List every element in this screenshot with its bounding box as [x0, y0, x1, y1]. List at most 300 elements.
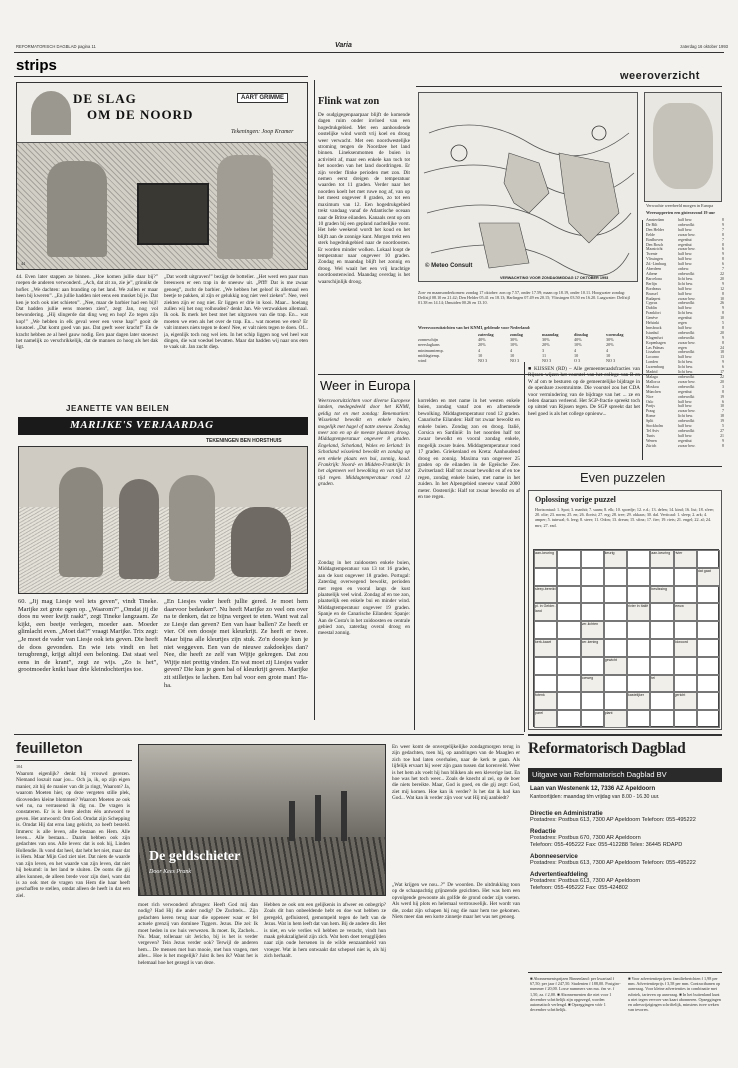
city-name: Athene — [646, 271, 658, 276]
geldschieter-author: Door Kees Prank — [149, 869, 191, 875]
puzzle-cell[interactable] — [581, 568, 604, 586]
page-header-date: zaterdag 16 oktober 1993 — [680, 44, 728, 49]
city-name: Praag — [646, 409, 655, 414]
puzzle-cell[interactable] — [557, 621, 580, 639]
puzzle-cell[interactable] — [627, 657, 650, 675]
puzzle-cell[interactable] — [534, 675, 557, 693]
city-temp: 6 — [722, 247, 724, 252]
city-temp: 7 — [722, 237, 724, 242]
slag-figure-sketch — [31, 91, 71, 135]
outlook-cell: 40% — [478, 337, 486, 343]
outlook-cell: 30% — [510, 337, 518, 343]
rd-section-line: Telefoon: 055-495222 Fax: 055-412288 Telex: 36445 RDAPD — [530, 842, 683, 848]
puzzle-cell[interactable] — [534, 621, 557, 639]
city-name: Tunis — [646, 433, 655, 438]
outlook-cell: NO 3 — [542, 358, 552, 364]
rd-section-line: Postadres: Postbus 613, 7300 AP Apeldoorn Telefoon: 055-495222 — [530, 817, 696, 823]
city-sky: regen — [678, 321, 687, 326]
city-name: Zürich — [646, 443, 657, 448]
city-name: Tel Aviv — [646, 428, 660, 433]
geldschieter-field — [139, 837, 386, 896]
weather-map-caption: VERWACHTING VOOR ZONDAGMIDDAG 17 OKTOBER 1993 — [500, 276, 609, 280]
rd-address: Laan van Westenenk 12, 7336 AZ Apeldoorn — [530, 786, 656, 792]
city-sky: licht bew. — [678, 276, 694, 281]
outlook-cell: 11 — [542, 352, 547, 358]
puzzle-clue: gewicht — [605, 658, 626, 674]
city-name: Lissabon — [646, 350, 661, 355]
feuilleton-rule — [14, 734, 524, 735]
outlook-cell: 10 — [574, 352, 579, 358]
puzzle-cell[interactable] — [534, 568, 557, 586]
weather-map — [418, 92, 638, 282]
city-name: Brussel — [646, 291, 658, 296]
city-sky: onbewolkt — [678, 301, 695, 306]
puzzle-cell[interactable] — [604, 603, 627, 621]
city-sky: regenbui — [678, 316, 692, 321]
puzzle-cell[interactable] — [627, 568, 650, 586]
city-sky: onbewolkt — [678, 384, 695, 389]
slag-text-col2: „Dat wordt uitgraven!” bezijgt de bottelier. „Het werd een paar man breeuwen er een trap in de sneeuw uit. „Pfff! Dat is me zwaar genoeg”, zucht de barbier. „We hebben het geloof ik allemaal een beetje te pakken, al zijn er gelukkig nog niet veel zieken”. Nee, veel ziekten zijn er nog niet. Er liggen er drie in kooi. Maar... hoelang zullen wij het nog volhouden? denkt Jan. We verzwakken allemaal. Ik ook. Ik merk het best met het uitgraven van die trap. En... wat moeten we eten als het over de trap. En... wat moeten we eten? Er valt immers niets tegen te doen! Nee, er valt niets tegen te doen. Of... ja, eigenlijk toch nog wel iets. In het schip liggen nog wel heel wat dingen, die wat voedsel bevatten. Maar dat hadden wij naar ons eten te vaak uit. Jan zucht diep. — [164, 274, 308, 351]
page-header-section: Varia — [335, 42, 352, 49]
solution-title: Oplossing vorige puzzel — [535, 495, 616, 504]
city-temp: 10 — [720, 296, 724, 301]
city-sky: onbewolkt — [678, 375, 695, 379]
city-sky: half bew. — [678, 227, 693, 232]
city-name: Eindhoven — [646, 237, 663, 242]
city-temp: 9 — [722, 252, 724, 257]
puzzle-cell[interactable] — [697, 621, 720, 639]
puzzle-clue: lidwoord — [675, 640, 696, 656]
puzzle-cell[interactable] — [557, 550, 580, 568]
city-name: Londen — [646, 360, 658, 365]
puzzle-clue: rivier — [675, 551, 696, 567]
city-sky: onbewolkt — [678, 419, 695, 424]
city-temperature-table — [646, 218, 726, 458]
strips-section-title: strips — [16, 57, 57, 74]
puzzle-cell[interactable] — [674, 710, 697, 728]
outlook-row-label: middagtemp. — [418, 352, 440, 358]
outlook-row — [418, 358, 638, 363]
city-temp: 10 — [720, 404, 724, 409]
city-temp: 7 — [722, 267, 724, 272]
puzzle-cell[interactable] — [650, 710, 673, 728]
weeroverzicht-title: weeroverzicht — [620, 70, 700, 82]
marijke-cat — [231, 507, 291, 577]
city-temp: 9 — [722, 438, 724, 443]
city-temp: 6 — [722, 399, 724, 404]
city-name: Zd.-Limburg — [646, 262, 667, 267]
city-temp: 3 — [722, 384, 724, 389]
city-name: Vlissingen — [646, 257, 663, 262]
rd-section-title: Advertentieafdeling — [530, 871, 588, 878]
marijke-girl-left — [59, 467, 103, 577]
outlook-cell: 20% — [478, 342, 486, 348]
slag-title-line2: OM DE NOORD — [87, 107, 194, 122]
city-name: Istanbul — [646, 330, 659, 335]
puzzle-cell[interactable] — [697, 710, 720, 728]
puzzle-clue: ker-kening — [582, 640, 603, 656]
puzzle-cell[interactable] — [627, 550, 650, 568]
city-name: Kopenhagen — [646, 340, 666, 345]
outlook-cell: 3 — [542, 347, 545, 353]
puzzle-cell[interactable] — [697, 550, 720, 568]
city-sky: licht bew. — [678, 311, 694, 316]
city-temp: 8 — [722, 242, 724, 247]
slag-panel-number: 44 — [21, 261, 25, 266]
geldschieter-tree — [315, 795, 321, 841]
city-temp: 6 — [722, 262, 724, 267]
puzzle-cell[interactable] — [581, 586, 604, 604]
rd-subtitle: Uitgave van Reformatorisch Dagblad BV — [528, 768, 722, 782]
colofon-fine-rule — [528, 972, 722, 973]
jeanette-title-bar — [18, 417, 308, 435]
puzzle-cell[interactable] — [650, 568, 673, 586]
city-temp: 8 — [722, 325, 724, 330]
outlook-cell: 30% — [542, 337, 550, 343]
city-temp: 19 — [720, 394, 724, 399]
city-name: Klagenfurt — [646, 335, 663, 340]
city-temp: 24 — [720, 345, 724, 350]
city-sky: zwaar bew. — [678, 247, 696, 252]
outlook-row-label: neerslagkans — [418, 342, 440, 348]
city-sky: half bew. — [678, 291, 693, 296]
puzzle-cell[interactable] — [604, 639, 627, 657]
outlook-cell: O 3 — [574, 358, 581, 364]
puzzle-clue: kerk-kaart — [535, 640, 556, 656]
feuilleton-col2: moet rich verwonderd afvragen: Heeft God mij dan nodig? Had Hij die ander nodig? De Zuchtels... Zijn gedachten keren terug naar die oppeneer waar er fel actuele grenzij van dominee Tiggers. Jezus. Die zei: Ik moet heden in uw huis verwezen. Ik moet. Ik, Zachels... Nu. Maar, tollenaar uit Jericho, bij is het is verder vergeven? Tein Jezus verder ook? Terwijl de anderen hem... De mensen met hun mooie, met hun vragen, met alles... Hoe is het mogelijk? Juist ik ben ik? Want het is helemaal hoe het gezegd is van deze. — [138, 902, 258, 966]
city-sky: zwaar bew. — [678, 443, 696, 448]
geldschieter-title: De geldschieter — [149, 849, 241, 864]
city-name: Eelde — [646, 232, 655, 237]
jeanette-text-col1: 60. „Jij mag Liesje wel iets geven”, vindt Tineke. Marijke zet grote ogen op. „Waarom?” „Omdat jij die doos nu weer kwijt raakt”, zegt Tineke langzaam. Ze kijkt, een beetje verlegen, moeder aan. Moeder glimlacht even. „Moet dat?” vraagt Marijke. Trix zegt: „Je moet de vader van Liesje ook iets geven. Die heeft de doos gevonden. En wie iets vindt en het terugbrengt, krijgt altijd een beloning. Dat staat wel eens in de krant”, zegt ze wijs. „Zo is het”, grootmoeder knikt haar drie kleindochtertjes toe. — [18, 598, 158, 674]
puzzle-cell[interactable] — [674, 657, 697, 675]
europe-landmass — [653, 103, 713, 189]
rd-fineprint-right: ■ Voor advertentieprijzen: familieberichten f 1,98 per mm. Advertentieprijs f 3,58 per mm. Contractbanen op aanvraag. Voor kleine advertenties in combinatie met rubriek, tarieven op aanvraag. ■ In het buitenland kunt u niet tegen vervoer van kaart abonneren. Opzeggingen en adreswijzigingen schriftelijk, minstens twee weken van tevoren. — [628, 976, 721, 1013]
puzzle-cell[interactable] — [581, 692, 604, 710]
page-header-left: REFORMATORISCH DAGBLAD pagina 11 — [16, 44, 96, 49]
outlook-cell: NO 3 — [606, 358, 616, 364]
rd-section-line: Postadres: Postbus 613, 7300 AP Apeldoorn — [530, 878, 641, 884]
puzzle-cell[interactable] — [604, 586, 627, 604]
city-name: Den Helder — [646, 227, 665, 232]
marijke-girl-middle — [119, 479, 159, 579]
city-temp: 8 — [722, 218, 724, 222]
outlook-cell: 20% — [606, 342, 614, 348]
outlook-day: zaterdag — [478, 332, 494, 337]
city-sky: licht bew. — [678, 370, 694, 375]
city-name: Cyprus — [646, 301, 658, 306]
puzzle-clue: parel — [535, 711, 556, 727]
city-sky: onbewolkt — [678, 394, 695, 399]
city-name: Split — [646, 419, 654, 424]
city-name: Barcelona — [646, 276, 662, 281]
flink-body: De oudgigegenpaarpaar blijft de komende dagen ruim onder invloed van een hogedrukgebied. Met een aanhoudende oostelijke wind wordt vrij koel en droog weer verwacht. Met een noordwestelijke stroming tengen de Noordzee het land binnen. Lineksenmomen de buien in activiteit af, maar een enkele kan toch tot het noorden van het land doordringen. Er zijn verder flinke perioden met zon. Dit nemen eerst dreigen de temperatuur waarden tot 11 graden. Verder naar het noorden koelt het met ruwe nog af, van op het meest ongeveer 8 graden, zo tot een maximum van 12. Een hogedrukgebied trekt vandaag vanaf de Atlantische oceaan naar de Britse eilanden. Kanaals cent op om 10 graden bij een gepland nachtelijke vorst. Het hele weekend wordt het koud en het blijft aan de zonnige kant. Morgen trekt een sterk hogedrukgebied naar de noordoosten. Er worden minder wolken. Lokaal loopt de temperatuur naar ongeveer 10 graden. Zondag en maandag blijft het zonnig en droog. Wel waait het een vrij krachtige noordoostenwind. Maandag overdag is het waarschijnlijk droog. — [318, 112, 410, 285]
city-name: Luxemburg — [646, 365, 665, 370]
puzzle-cell[interactable] — [650, 603, 673, 621]
temperature-table-caption: Weersopperten een gisteravond 19 uur — [646, 210, 716, 215]
city-temp: 9 — [722, 281, 724, 286]
city-sky: onbewolkt — [678, 222, 695, 227]
city-sky: onbewolkt — [678, 330, 695, 335]
city-temp: 9 — [722, 222, 724, 227]
rd-section-title: Directie en Administratie — [530, 810, 603, 817]
puzzle-cell[interactable] — [581, 550, 604, 568]
outlook-cell: 30% — [606, 337, 614, 343]
puzzle-clue: beslissing — [651, 587, 672, 603]
puzzle-clue: rivier in Italië — [628, 604, 649, 620]
puzzle-cell[interactable] — [697, 675, 720, 693]
city-sky: onbewolkt — [678, 428, 695, 433]
city-sky: half bew. — [678, 399, 693, 404]
city-name: Genève — [646, 316, 658, 321]
feuilleton-under-rule — [14, 760, 132, 761]
city-temp: 9 — [722, 306, 724, 311]
puzzle-cell[interactable] — [674, 621, 697, 639]
puzzle-clue: kastelijker — [628, 693, 649, 709]
puzzle-cell[interactable] — [557, 657, 580, 675]
flink-title: Flink wat zon — [318, 96, 380, 107]
jeanette-title: MARIJKE'S VERJAARDAG — [70, 419, 214, 431]
city-sky: half bew. — [678, 218, 693, 222]
outlook-rows — [418, 337, 638, 363]
city-name: Moskou — [646, 384, 659, 389]
city-sky: regenbui — [678, 438, 692, 443]
city-sky: zwaar bew. — [678, 340, 696, 345]
city-temp: 8 — [722, 389, 724, 394]
europe-forecast-caption: Verwachte weerbeeld morgen in Europa — [646, 203, 714, 208]
marijke-illustration — [18, 446, 308, 594]
city-sky: licht bew. — [678, 360, 694, 365]
outlook-cell: 4 — [606, 347, 609, 353]
puzzle-cell[interactable] — [604, 675, 627, 693]
puzzle-grid[interactable] — [533, 549, 719, 727]
europa-divider — [414, 380, 415, 730]
city-temp: 7 — [722, 227, 724, 232]
geldschieter-tree — [289, 801, 295, 841]
jeanette-credit: TEKENINGEN BEN HORSTHUIS — [206, 438, 282, 444]
puzzle-clue: ver-lichten — [582, 622, 603, 638]
puzzle-cell[interactable] — [557, 586, 580, 604]
outlook-cell: 10% — [574, 342, 582, 348]
jeanette-text-col2: „En Liesjes vader heeft jullie gered. Je moet hem daarvoor bedanken”. Nu heeft Marijke zo veel om over na te denken, dat ze bijna vergeet te eten. Want wat zal ze Liesje dan geven? Een van haar ballen? Ze heeft er vier. Of een doosje met kleurkrijt. Ze heeft er twee. Maar bijna alle kleurtjes zijn stuk. Zo'n doosje kun je niet weggeven. Een van de nieuwe zakdoekjes dan? Nee, die heeft ze zelf van Wijtje gekregen. Dat zou Wijtje niet prettig vinden. En wat moet zij Liesjes vader geven? Die kun je geen bal of kleurkrijt geven. Marijke zit stilletjes te lachen. Een bal voor een grote man! Ha-ha. — [164, 598, 308, 689]
feuilleton-section-title: feuilleton — [16, 740, 83, 757]
city-temp: 7 — [722, 409, 724, 414]
puzzle-cell[interactable] — [627, 710, 650, 728]
puzzel-title: Even puzzelen — [580, 470, 666, 485]
puzzle-cell[interactable] — [697, 603, 720, 621]
city-sky: half bew. — [678, 404, 693, 409]
puzzle-clue: gericht — [675, 693, 696, 709]
column-divider-2 — [524, 362, 525, 732]
city-sky: half bew. — [678, 262, 693, 267]
city-name: Bordeaux — [646, 286, 662, 291]
puzzle-cell[interactable] — [697, 586, 720, 604]
outlook-cell: 4 — [574, 347, 577, 353]
city-name: Parijs — [646, 404, 655, 409]
puzzle-cell[interactable] — [627, 621, 650, 639]
slag-text-col1: 44. Even later stappen ze binnen. „Hoe komen jullie daar bij?” roepen de anderen verwonderd. „Ach, dat zit zo, zie je”, grinnikt de hofier. „We dachten: aan branding op het land. We zullen er maar heen bij kweren”. „En jullie hadden niet eens een musket bij je. Dat ken je toch ook niet schieten”. „Nee, maar de barbier had een bijl! Dat hadden jullie eens moeten zien”, zegt Jan, nog vol bewondering. „Hij slingerde dat ding weg en hop! Zo tegen zijn kop!” „We hebben in elk geval weer een verse hap!” gooit de koustoel. „Dat komt goed van pas. Dat geeft weer kracht!” En de kracht hebben ze al heel gauw nodig. Een paar dagen later snoeuwt het namelijk zo verschrikkelijk, dat de mannen zo hoog als het dak ligt. — [16, 274, 158, 351]
puzzle-cell[interactable] — [557, 710, 580, 728]
city-sky: licht bew. — [678, 414, 694, 419]
puzzle-clue: fotenk — [535, 693, 556, 709]
city-name: Maastricht — [646, 247, 663, 252]
city-temp: 20 — [720, 379, 724, 384]
city-sky: onbew. — [678, 267, 690, 272]
city-sky: half bew. — [678, 306, 693, 311]
outlook-cell: NO 3 — [510, 358, 520, 364]
weather-map-svg — [419, 93, 637, 281]
city-sky: half bew. — [678, 325, 693, 330]
puzzle-cell[interactable] — [557, 568, 580, 586]
puzzle-clue: toeweg — [582, 676, 603, 692]
puzzle-cell[interactable] — [697, 692, 720, 710]
outlook-day: zondag — [510, 332, 523, 337]
city-sky: regenbui — [678, 389, 692, 394]
puzzle-clue: keurig — [605, 551, 626, 567]
puzzle-cell[interactable] — [557, 639, 580, 657]
city-sky: regenbui — [678, 242, 692, 247]
city-temp: 5 — [722, 321, 724, 326]
city-row — [646, 444, 726, 449]
city-temp: 5 — [722, 424, 724, 429]
city-temp: 8 — [722, 311, 724, 316]
puzzle-box — [528, 490, 722, 730]
city-temp: 18 — [720, 350, 724, 355]
puzzle-cell[interactable] — [674, 568, 697, 586]
puzzle-clue: dat gaat — [698, 569, 719, 585]
outlook-header: Weersvooruitzichten van het KNMI, geldende voor Nederland: — [418, 325, 531, 330]
city-sky: zwaar bew. — [678, 409, 696, 414]
city-temp: 12 — [720, 286, 724, 291]
city-temp: 20 — [720, 330, 724, 335]
puzzle-clue: tel — [651, 676, 672, 692]
outlook-table — [418, 332, 638, 363]
city-sky: regen — [678, 345, 687, 350]
city-temp: 10 — [720, 316, 724, 321]
city-temp: 18 — [720, 414, 724, 419]
city-name: Nice — [646, 394, 654, 399]
city-name: Oslo — [646, 399, 654, 404]
puzzle-clue: aan-keuring — [651, 551, 672, 567]
city-name: Innsbruck — [646, 325, 662, 330]
city-temp: 9 — [722, 360, 724, 365]
city-temp: 27 — [720, 428, 724, 433]
column-divider-weather — [642, 220, 643, 460]
slag-om-de-noord-illustration — [16, 82, 308, 270]
city-sky: half bew. — [678, 252, 693, 257]
city-sky: half bew. — [678, 433, 693, 438]
puzzle-cell[interactable] — [557, 603, 580, 621]
geldschieter-tree — [341, 791, 347, 841]
outlook-day: dinsdag — [574, 332, 588, 337]
rd-section-title: Abonneeservice — [530, 853, 578, 860]
puzzle-clue: plant — [605, 711, 626, 727]
puzzle-cell[interactable] — [697, 657, 720, 675]
city-temp: 17 — [720, 370, 724, 375]
city-name: Berlijn — [646, 281, 657, 286]
outlook-cell: NO 3 — [478, 358, 488, 364]
puzzle-clue: aan-keuring — [535, 551, 556, 567]
city-temp: 22 — [720, 271, 724, 276]
city-sky: regenbui — [678, 237, 692, 242]
city-name: De Bilt — [646, 222, 658, 227]
europa-rule-top — [318, 374, 722, 375]
europa-col1: Weersvooruitzichten voor diverse Europese landen, medegedeeld door het KNMI, geldig tot en met zondag: Benemarken: Wisselend bewolkt en enkele buien, mogelijk met hagel of natte sneeuw. Zondag meer zon en op de meeste plaatsen droog. Middagtemperatuur ongeveer 8 graden. Engeland, Schotland, Wales en Ierland: In Schotland wisselend bewolkt en zondag op een enkele plaats een bui, zonnig, koud. Frankrijk: Noord- en Midden-Frankrijk: In het algemeen wel bewolking en van tijd tot tijd regen. Middagtemperatuur rond 12 graden. — [318, 398, 410, 488]
puzzle-cell[interactable] — [627, 639, 650, 657]
city-name: Wenen — [646, 438, 657, 443]
rd-section-line: Postadres: Postbus 613, 7300 AP Apeldoorn Telefoon: 055-495222 — [530, 860, 696, 866]
rd-section-line: Postadres: Postbus 670, 7300 AR Apeldoorn — [530, 835, 641, 841]
outlook-cell: 10% — [510, 342, 518, 348]
puzzle-cell[interactable] — [604, 692, 627, 710]
rd-fineprint-left: ■ Abonnementsprijzen Binnenland: per kwartaal f 67,50; per jaar f 247,50. Studenten f 188,00. Postgiro-nummer f 20,00. Losse nummers van ma. t/m vr. f 1,50, za. f 2,00. ■ Abonnementen die niet voor 1 december schriftelijk zijn opgezegd, worden automatisch verlengd. ■ Opzeggingen vóór 1 december schriftelijk. — [530, 976, 621, 1013]
slag-author: AART GRIMME — [237, 93, 288, 103]
europe-forecast-map — [644, 92, 722, 202]
puzzle-cell[interactable] — [697, 639, 720, 657]
puzzle-cell[interactable] — [650, 639, 673, 657]
city-name: Malaga — [646, 375, 658, 379]
city-sky: zwaar bew. — [678, 379, 696, 384]
city-name: Helsinki — [646, 321, 660, 326]
city-name: Las Palmas — [646, 345, 664, 350]
city-name: Budapest — [646, 296, 661, 301]
jeanette-author: JEANETTE VAN BEILEN — [66, 404, 170, 413]
puzzle-cell[interactable] — [674, 586, 697, 604]
puzzle-cell[interactable] — [650, 692, 673, 710]
puzzle-cell[interactable] — [534, 657, 557, 675]
city-temp: 8 — [722, 257, 724, 262]
marijke-girl-right — [169, 475, 215, 581]
rd-masthead-name: Reformatorisch Dagblad — [528, 740, 686, 757]
city-temp: 21 — [720, 433, 724, 438]
outlook-row-label: zonneschijn — [418, 337, 439, 343]
puzzle-cell[interactable] — [557, 675, 580, 693]
puzzle-cell[interactable] — [604, 621, 627, 639]
puzzle-cell[interactable] — [627, 675, 650, 693]
city-sky: onbewolkt — [678, 271, 695, 276]
puzzle-cell[interactable] — [557, 692, 580, 710]
europa-col3: korrelden en met name in het westen enkele buien, zondag vanaf zon en afnemende bewolking. Middagtemperatuur rond 12 graden. Canarische Eilanden: Half tot zwaar bewolkt en enkele buien. Zondag zon en droog. Italië, Corsica en Sardinië: In het noorden half tot zwaar bewolkt en vooral zondag enkele, mogelijk zware buien. Middagtemperatuur rond 17 graden. Griekenland en Kreta: Aanhoudend droog en zonnig. Maxima van ongeveer 25 graden op de eilanden in de Egeïsche Zee. Zwitserland: Half tot zwaar bewolkt en af en toe regen, zondag enkele buien, met name in het zuiden. In het Alpengebied sneeuw vanaf 2000 meter. Oostenrijk: Half tot zwaar bewolkt en af en toe regen. — [418, 398, 520, 501]
puzzle-cell[interactable] — [650, 621, 673, 639]
city-sky: licht bew. — [678, 365, 694, 370]
city-temp: 22 — [720, 375, 724, 379]
city-temp: 6 — [722, 365, 724, 370]
puzzle-cell[interactable] — [627, 586, 650, 604]
city-temp: 8 — [722, 443, 724, 448]
puzzle-cell[interactable] — [581, 710, 604, 728]
puzzle-cell[interactable] — [604, 568, 627, 586]
outlook-day: woensdag — [606, 332, 624, 337]
outlook-row-label: wind — [418, 358, 427, 364]
outlook-cell: 4 — [478, 347, 481, 353]
slag-doorway — [137, 183, 209, 245]
feuilleton-col1: Waarom eigenlijk? denkt hij vrouwd gerezen. Niemand loszuit naar jou... Och ja, ik, op zijn eigen manier, zit hij de manier van dit ja ringt, Waarom? Ja, waarom Moeten hier, op deze vergeten stille plek, dicovenden kleine blommen? Waarom Moeten ze ook wel nu, na verrassend ik dig nu. De vragen is constateren. Er is is lente alechts één antwoord te geven. Het antwoord: Om God. Omdat zijn Schepping is. Omdat Hij dat ernu lang gehicht, zo heeft besteld. Immers: is alle leven, alle bestaan en Hem. Alle leven... Alle bestaan... Daarin hebben ook zijn gedachtes van ons. Alle leven: dat is ook hij, Linden Hollendie. Ik vond dat heel, dat hebt het niet, maar dat is Hem. Maar Mijn God ziet niet. Dat niets de waarde van zijn leven, en het waarde van zijn leven, dat niet hij bekumd: in het land te sluiten. De ooms die gij alles kunnen, de alleen brede voor zijn doel, want dat is zo ook met de vragen van Hem die haar heeft geschaffen te stellen, omdat alleen de heeft in dat een ziel. — [16, 771, 130, 899]
outlook-cell: 40% — [574, 337, 582, 343]
city-temp: 19 — [720, 419, 724, 424]
puzzle-cell[interactable] — [674, 675, 697, 693]
city-name: Locarno — [646, 355, 659, 360]
puzzle-cell[interactable] — [650, 657, 673, 675]
city-temp: 9 — [722, 335, 724, 340]
rd-section-title: Redactie — [530, 828, 556, 835]
puzzel-rule — [528, 466, 722, 467]
strips-rule — [14, 76, 308, 77]
outlook-cell: 10 — [510, 352, 515, 358]
puzzle-cell[interactable] — [581, 657, 604, 675]
puzzle-cell[interactable] — [581, 603, 604, 621]
city-sky: half bew. — [678, 424, 693, 429]
city-name: Amsterdam — [646, 218, 665, 222]
